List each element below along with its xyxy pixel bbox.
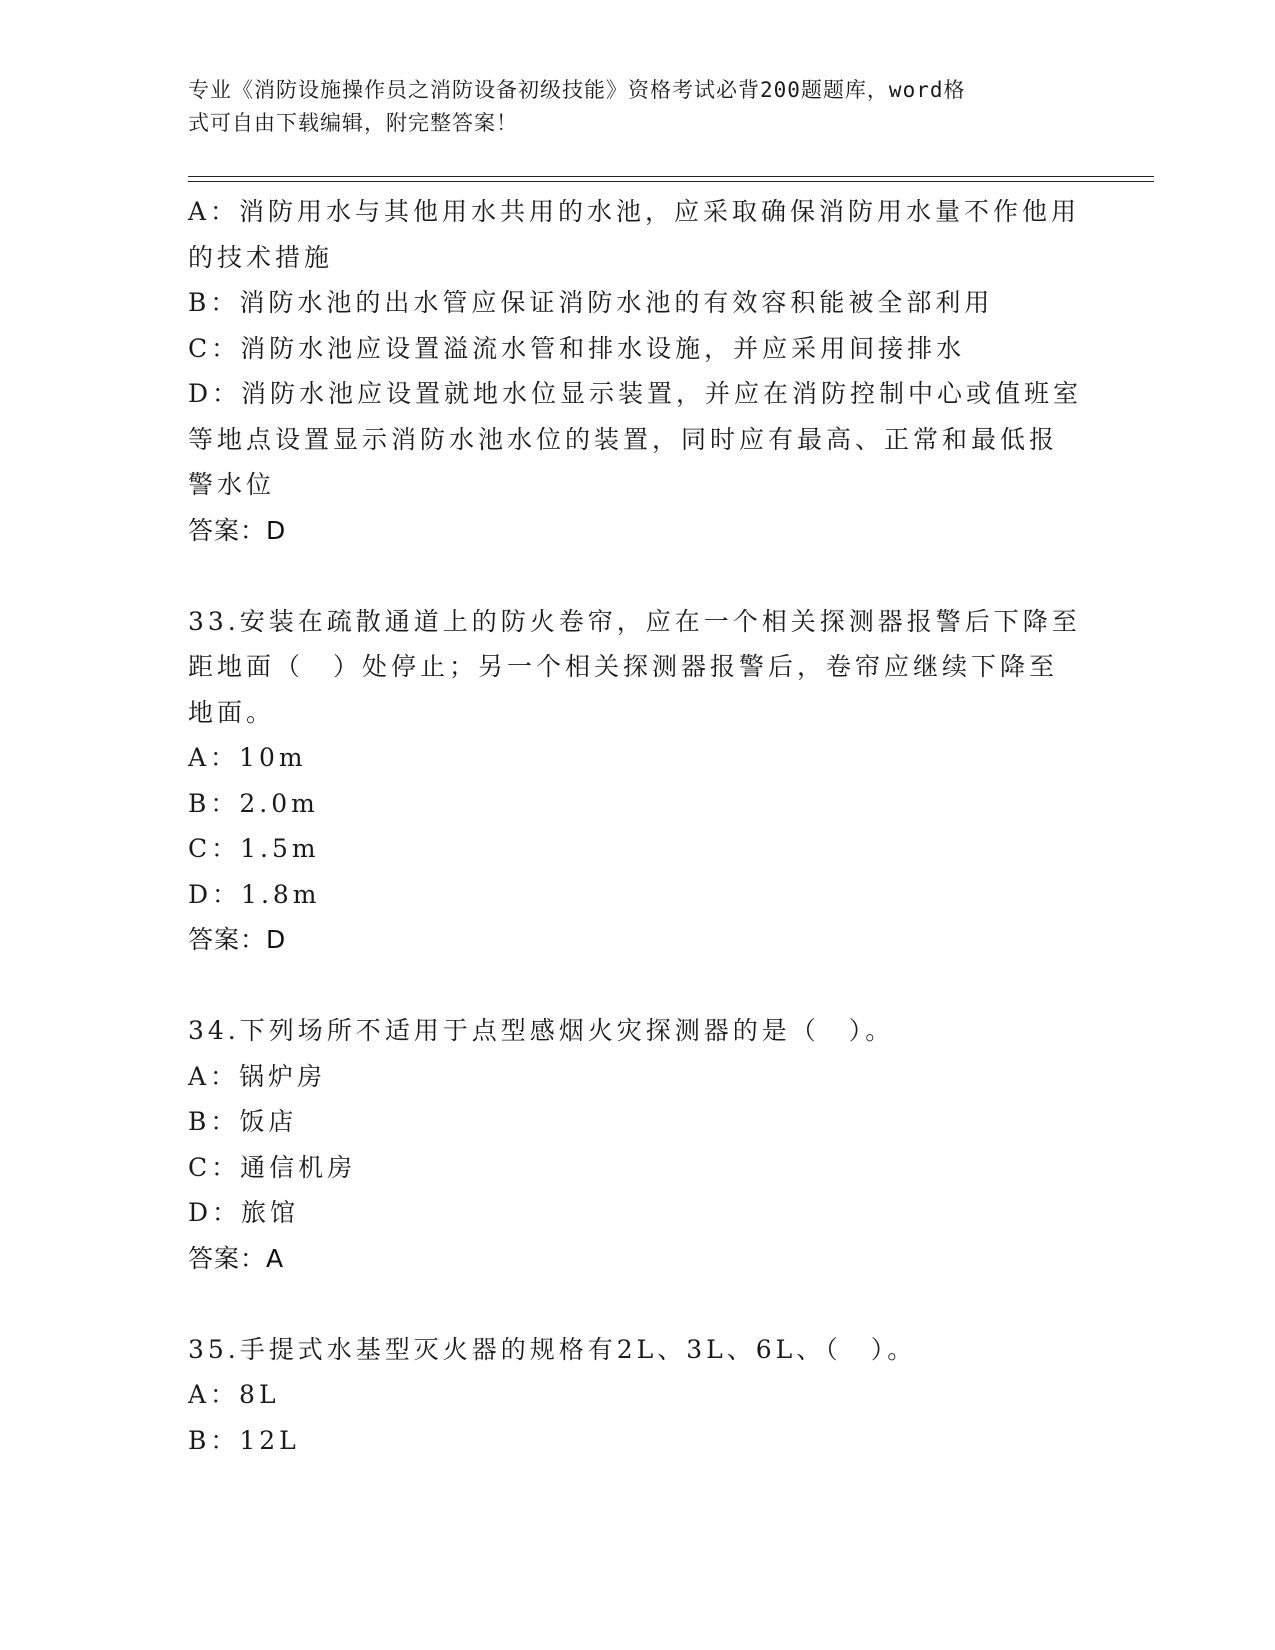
q32-answer: 答案：D xyxy=(188,515,287,545)
q33-stem-line-3: 地面。 xyxy=(188,697,276,727)
q32-option-a-line-1: A：消防用水与其他用水共用的水池，应采取确保消防用水量不作他用 xyxy=(188,197,1081,226)
q33-stem-line-1: 33.安装在疏散通道上的防火卷帘，应在一个相关探测器报警后下降至 xyxy=(188,606,1081,636)
q32-option-c: C：消防水池应设置溢流水管和排水设施，并应采用间接排水 xyxy=(188,333,966,363)
q34-option-c: C：通信机房 xyxy=(188,1152,357,1182)
q35-option-a: A：8L xyxy=(188,1380,280,1409)
q32-option-d-line-3: 警水位 xyxy=(188,470,276,499)
question-33 xyxy=(188,599,1088,963)
header-line-1: 专业《消防设施操作员之消防设备初级技能》资格考试必背200题题库，word格 xyxy=(188,78,966,102)
q34-option-b: B：饭店 xyxy=(188,1107,298,1136)
question-32 xyxy=(188,189,1088,553)
question-34 xyxy=(188,1008,1088,1281)
question-35 xyxy=(188,1327,1088,1464)
header-line-2: 式可自由下载编辑，附完整答案！ xyxy=(188,111,518,135)
q34-stem: 34.下列场所不适用于点型感烟火灾探测器的是（ ）。 xyxy=(188,1016,895,1045)
q33-option-d: D：1.8m xyxy=(188,879,321,909)
q33-option-a: A：10m xyxy=(188,743,307,772)
q32-option-d-line-2: 等地点设置显示消防水池水位的装置，同时应有最高、正常和最低报 xyxy=(188,424,1059,454)
q34-option-d: D：旅馆 xyxy=(188,1198,300,1227)
q35-option-b: B：12L xyxy=(188,1425,300,1455)
q34-option-a: A：锅炉房 xyxy=(188,1061,327,1091)
q33-option-b: B：2.0m xyxy=(188,788,319,818)
q32-option-a-line-2: 的技术措施 xyxy=(188,242,334,272)
question-list xyxy=(188,189,1088,1463)
q32-option-d-line-1: D：消防水池应设置就地水位显示装置，并应在消防控制中心或值班室 xyxy=(188,379,1083,408)
spacer xyxy=(188,963,1088,1009)
q33-option-c: C：1.5m xyxy=(188,834,320,863)
q33-stem-line-2: 距地面（ ）处停止；另一个相关探测器报警后，卷帘应继续下降至 xyxy=(188,652,1059,681)
spacer xyxy=(188,553,1088,599)
header-rule-bottom xyxy=(188,181,1154,182)
q35-stem: 35.手提式水基型灭火器的规格有2L、3L、6L、（ ）。 xyxy=(188,1334,917,1364)
document-header xyxy=(188,74,1068,140)
header-rule-top xyxy=(188,176,1154,177)
spacer xyxy=(188,1281,1088,1327)
q34-answer: 答案：A xyxy=(188,1243,285,1273)
q32-option-b: B：消防水池的出水管应保证消防水池的有效容积能被全部利用 xyxy=(188,288,994,317)
q33-answer: 答案：D xyxy=(188,925,287,954)
